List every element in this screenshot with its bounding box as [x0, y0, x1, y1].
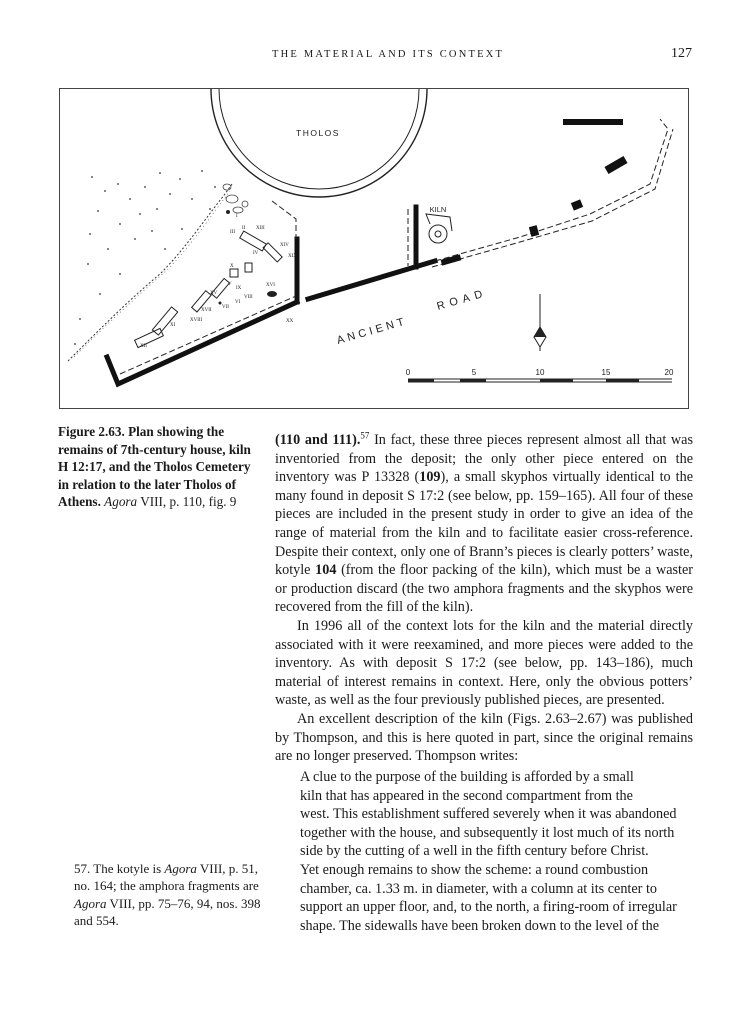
- quote-line: shape. The sidewalls have been broken down to the level of the: [300, 917, 660, 934]
- text-run: In fact, these three pieces represent almost all that was inventoried from the deposit; the only other piece entered on the inventory was P 13328 (: [275, 432, 693, 486]
- caption-source-title: Agora: [104, 494, 138, 509]
- quote-line: A clue to the purpose of the building is afforded by a small: [300, 769, 634, 785]
- kiln-label: KILN: [429, 205, 447, 214]
- scale-bar: [406, 368, 674, 382]
- paragraph-2: In 1996 all of the context lots for the kiln and the material directly associated with it were reexamined, and more pieces were added to the inventory. As with deposit S 17:2 (see below, pp. 143–186), much material of interest remains in context. Here, only the obvious potters’ waste, as well as the four previously published pieces, are presented.: [275, 617, 693, 709]
- page-number: 127: [671, 46, 692, 61]
- dashed-walls: [120, 119, 673, 374]
- grave-number: I: [236, 214, 238, 219]
- grave-number: XX: [286, 319, 294, 324]
- quote-line: side by the cutting of a well in the fifth century before Christ.: [300, 843, 649, 860]
- quote-line: support an upper floor, and, to the north, a firing-room of irregular: [300, 899, 677, 916]
- bedrock-edge: [68, 184, 232, 361]
- ancient-label: ANCIENT: [335, 315, 409, 347]
- quote-line: chamber, ca. 1.33 m. in diameter, with a column at its center to: [300, 880, 657, 897]
- road-label: ROAD: [435, 287, 489, 313]
- footnote-body: [58, 860, 263, 930]
- caption-text: Figure 2.63. Plan showing the remains of 7th-century house, kiln H 12:17, and the Tholos Cemetery in relation to the later Tholos of Athens.: [58, 424, 251, 509]
- quote-line: together with the house, and subsequently it lost much of its north: [300, 824, 675, 841]
- grave-number: II: [242, 226, 246, 231]
- grave-number: XII: [140, 344, 147, 349]
- grave-number: IX: [236, 286, 242, 291]
- footnote-57: [58, 860, 263, 930]
- plan-drawing: [60, 89, 689, 409]
- scale-tick-label: 10: [535, 368, 545, 377]
- grave-number: IV: [253, 251, 259, 256]
- graves: [135, 231, 283, 348]
- grave-number: XIII: [256, 226, 265, 231]
- grave-number: VI: [235, 300, 241, 305]
- grave-number: VIII: [244, 295, 253, 300]
- kiln-drawing: [426, 214, 452, 243]
- block-quote: [300, 768, 675, 935]
- footnote-ref[interactable]: 57: [360, 430, 370, 441]
- grave-dots: [219, 210, 278, 305]
- tholos-label: THOLOS: [296, 128, 340, 138]
- grave-number: XI: [170, 323, 176, 328]
- scale-tick-label: 15: [601, 368, 611, 377]
- grave-number: XV: [210, 291, 218, 296]
- title-italic: Agora: [74, 895, 107, 911]
- quote-line: Yet enough remains to show the scheme: a round combustion: [300, 861, 649, 878]
- bold-ref: 104: [315, 562, 337, 579]
- scale-tick-label: 5: [471, 368, 477, 377]
- north-arrow: [534, 294, 546, 351]
- grave-number: III: [230, 230, 235, 235]
- scale-tick-label: 0: [405, 368, 411, 377]
- quote-line: west. This establishment suffered severely when it was abandoned: [300, 806, 677, 823]
- quote-line: kiln that has appeared in the second compartment from the: [300, 787, 633, 804]
- grave-number: VII: [222, 305, 229, 310]
- paragraph-3: An excellent description of the kiln (Figs. 2.63–2.67) was published by Thompson, and this is here quoted in part, since the original remains are no longer preserved. Thompson writes:: [275, 710, 693, 765]
- paragraph-1: [275, 431, 693, 617]
- text-run: ), a small skyphos virtually identical to the many found in deposit S 17:2 (see below, pp. 159–165). All four of these pieces are included in the present study in order to give an idea of the range of material from the kiln and to facilitate easier cross-reference. Despite their context, only one of Brann’s pieces is clearly potters’ waste, kotyle: [275, 469, 693, 579]
- title-italic: Agora: [164, 861, 197, 876]
- figure-plan: [59, 88, 689, 409]
- grave-number: XIX: [288, 254, 297, 259]
- figure-caption: [58, 423, 258, 511]
- grave-number: XVII: [201, 308, 212, 313]
- scale-tick-label: 20: [664, 368, 674, 377]
- text-run: 57. The kotyle is: [74, 861, 165, 876]
- caption-source: VIII, p. 110, fig. 9: [137, 494, 237, 509]
- grave-number: XIV: [280, 243, 289, 248]
- running-head: THE MATERIAL AND ITS CONTEXT: [272, 49, 505, 60]
- grave-number: V: [228, 282, 232, 287]
- grave-number: XVIII: [190, 318, 203, 323]
- tholos-outline: [211, 89, 427, 197]
- text-run: VIII, p. 51, no. 164; the amphora fragments are: [74, 861, 259, 894]
- body-text: [275, 431, 693, 766]
- text-run: VIII, pp. 75–76, 94, nos. 398 and 554.: [74, 895, 261, 929]
- grave-number: XVI: [266, 283, 275, 288]
- bold-ref: 109: [419, 469, 441, 486]
- grave-number: X: [230, 264, 234, 269]
- text-run: (from the floor packing of the kiln), which must be a waster or production discard (the two amphora fragments and the skyphos were recovered from the fill of the kiln).: [275, 562, 693, 616]
- bold-ref: (110 and 111).: [275, 432, 361, 448]
